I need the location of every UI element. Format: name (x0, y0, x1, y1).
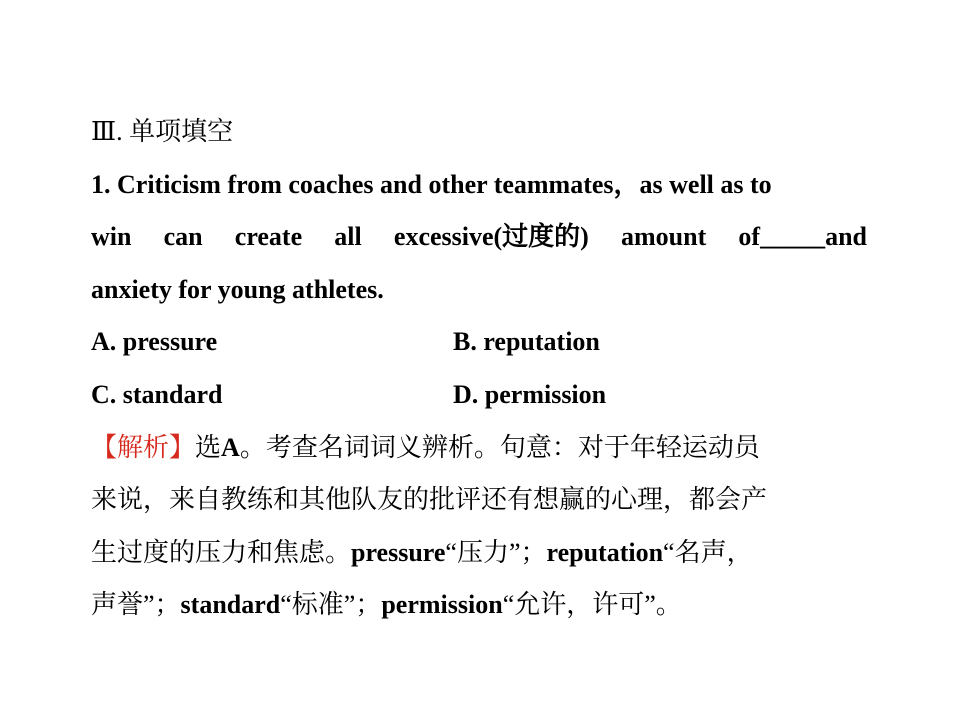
vocab-word: permission (381, 590, 503, 620)
analysis-line-1 (91, 422, 867, 475)
section-numeral: Ⅲ. (91, 117, 123, 146)
option-a: A. pressure (91, 327, 218, 357)
question-line-2 (91, 211, 867, 264)
vocab-meaning: “名声， (663, 537, 753, 567)
slide-content (91, 106, 867, 632)
analysis-line-3 (91, 527, 867, 580)
options-row-1 (91, 316, 867, 369)
analysis-line-2: 来说，来自教练和其他队友的批评还有想赢的心理，都会产 (91, 485, 768, 515)
question-word: create (234, 222, 303, 252)
analysis-text: 。考查名词词义辨析。句意：对于年轻运动员 (239, 432, 760, 462)
analysis-prefix: 选 (195, 432, 222, 462)
option-d: D. permission (453, 379, 607, 409)
vocab-word: pressure (351, 537, 446, 567)
option-b: B. reputation (453, 327, 600, 357)
section-heading (91, 106, 867, 159)
question-word: excessive(过度的) (393, 222, 589, 252)
question-word: amount (621, 222, 707, 252)
question-line-1: 1. Criticism from coaches and other teammates，as well as to (91, 169, 772, 199)
analysis-text: 生过度的压力和焦虑。 (91, 537, 352, 567)
analysis-answer: A (221, 432, 240, 462)
question-word: can (163, 222, 203, 252)
section-title: 单项填空 (129, 117, 234, 146)
question-line-3: anxiety for young athletes. (91, 274, 384, 304)
question-word: all (334, 222, 362, 252)
option-c: C. standard (91, 379, 223, 409)
vocab-meaning: “标准”； (280, 590, 382, 620)
vocab-meaning: 声誉”； (91, 590, 181, 620)
analysis-line-4 (91, 579, 867, 632)
question-word: win (91, 222, 132, 252)
question-word: of_____and (738, 222, 867, 252)
vocab-word: standard (180, 590, 281, 620)
options-row-2 (91, 369, 867, 422)
vocab-meaning: “压力”； (445, 537, 547, 567)
vocab-meaning: “允许，许可”。 (502, 590, 682, 620)
analysis-tag: 【解析】 (91, 432, 196, 462)
vocab-word: reputation (546, 537, 664, 567)
